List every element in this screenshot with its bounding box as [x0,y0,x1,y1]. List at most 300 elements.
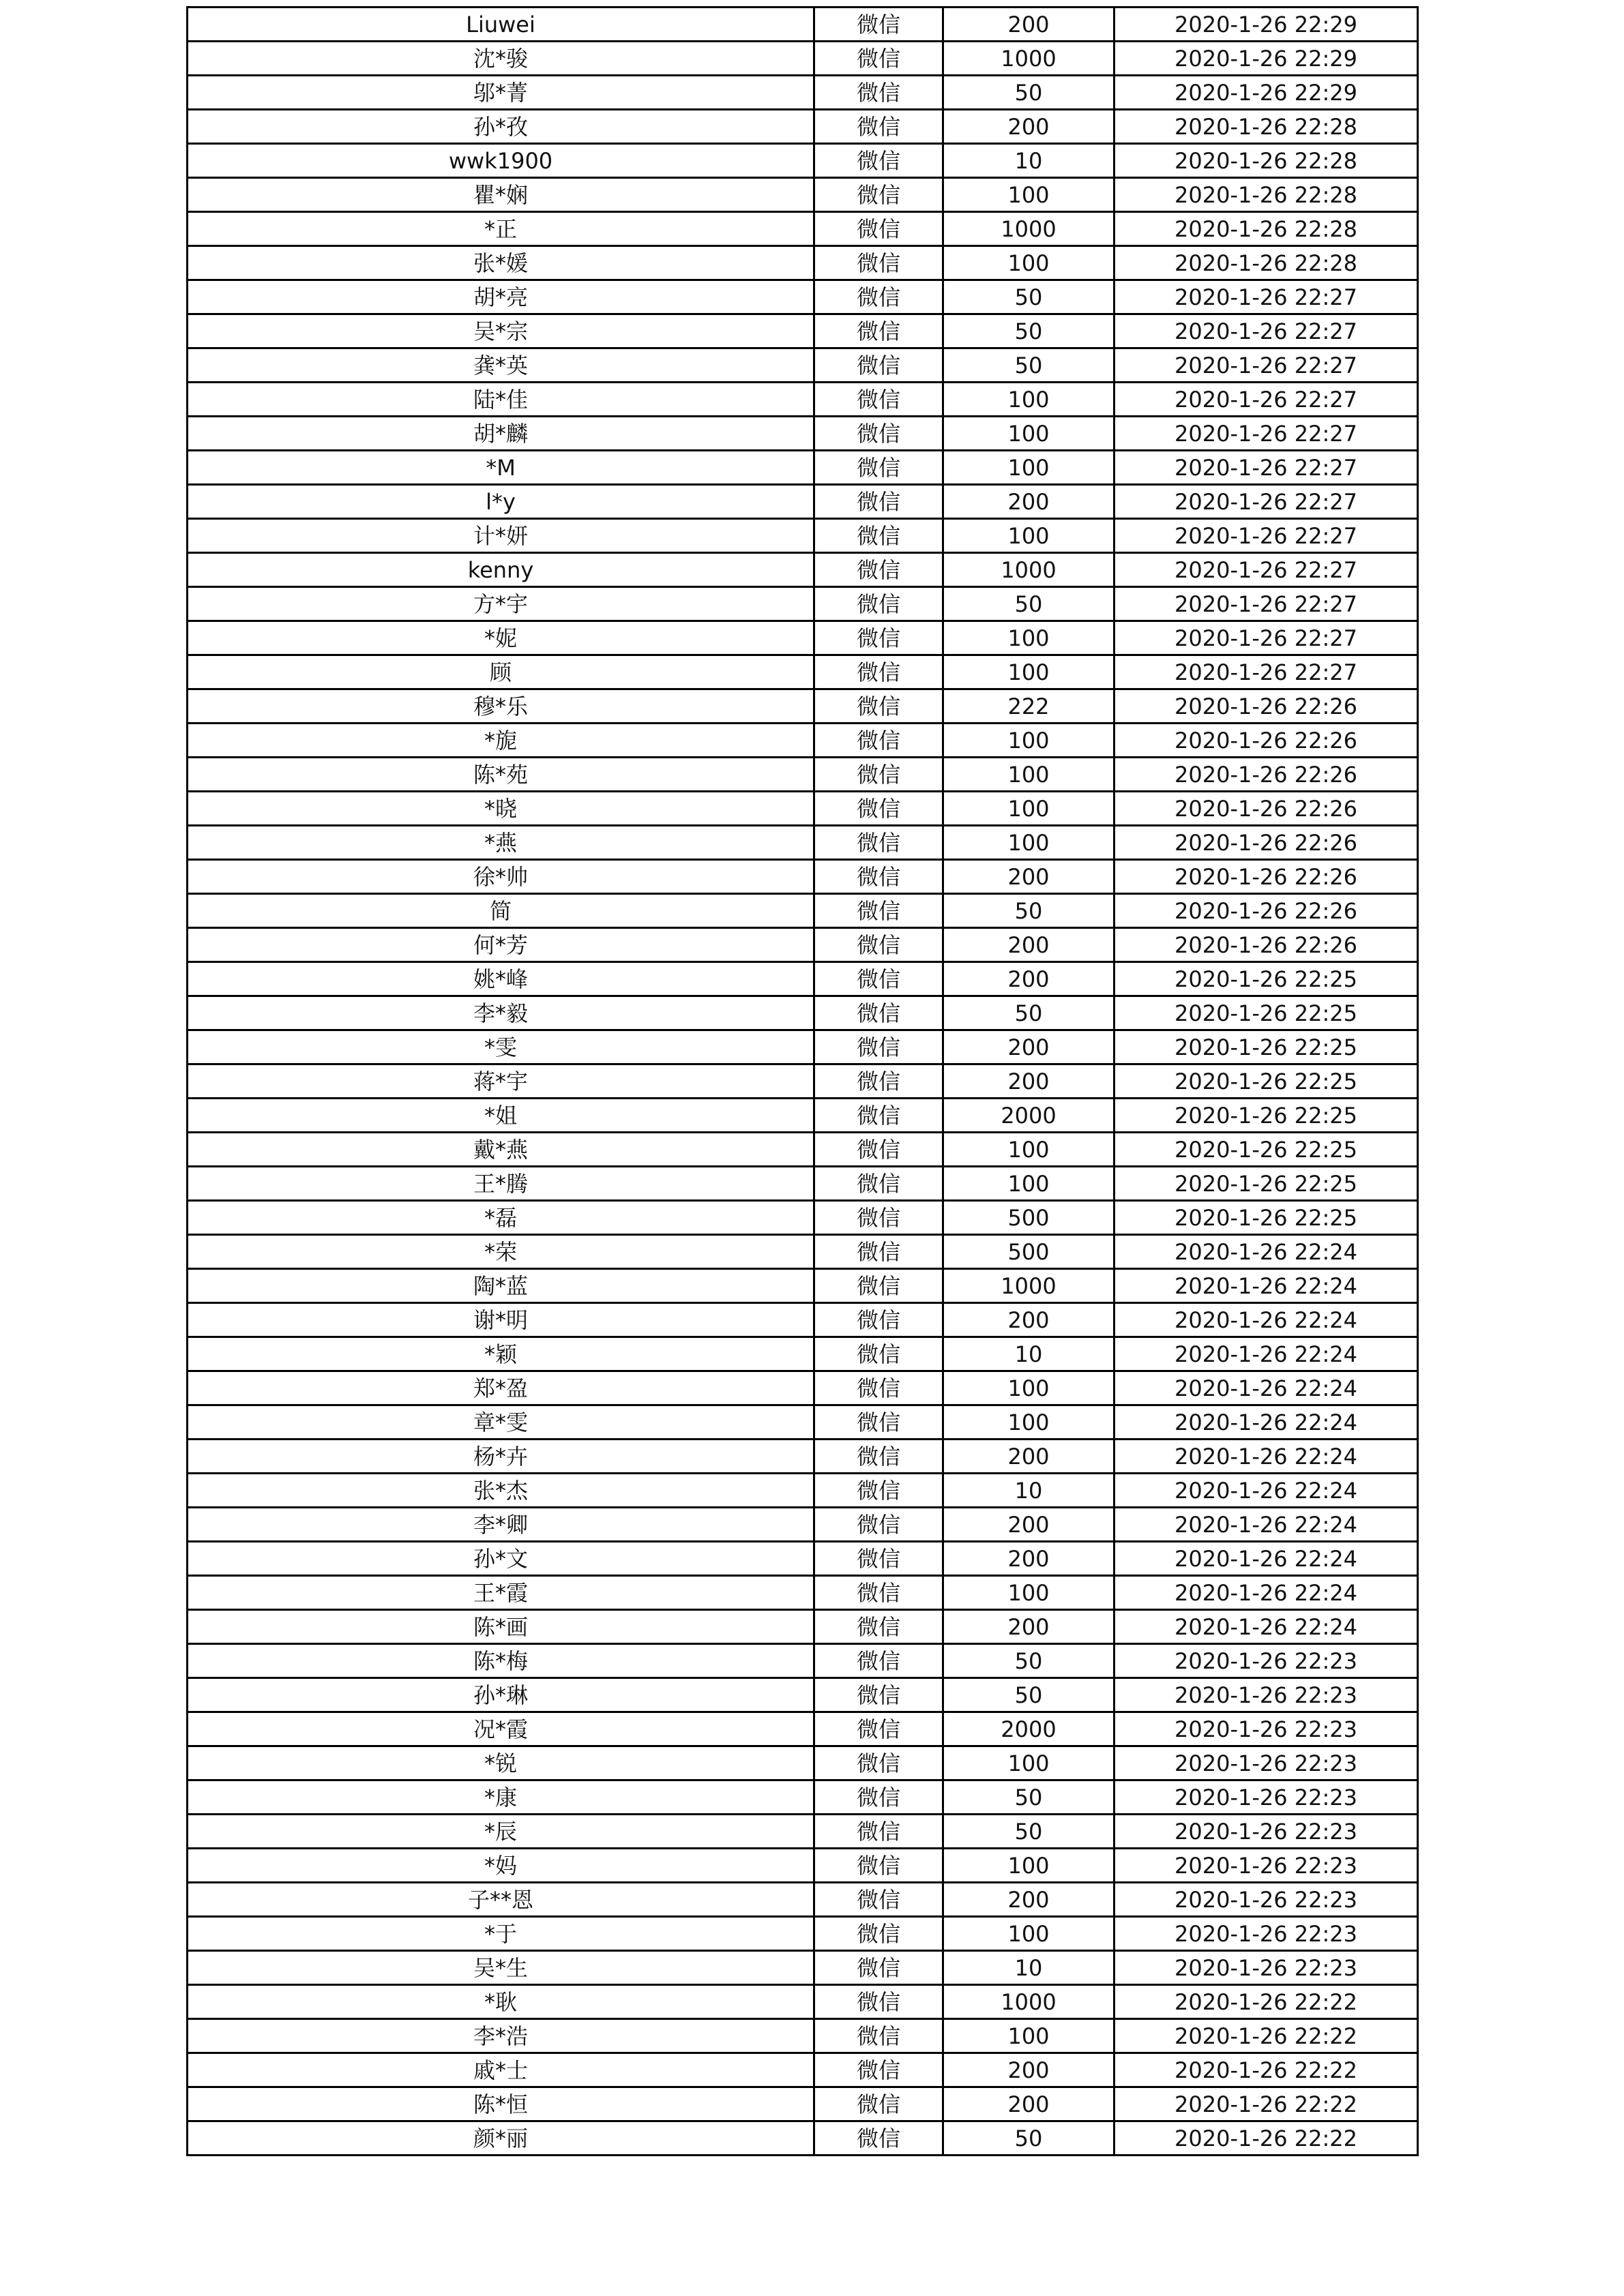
timestamp-cell: 2020-1-26 22:27 [1114,383,1418,417]
donor-name-cell: *燕 [188,826,814,860]
table-row [188,826,1418,860]
donor-name-cell: *M [188,451,814,485]
donor-name-cell: *雯 [188,1030,814,1064]
amount-cell: 100 [943,1133,1114,1167]
table-row [188,1610,1418,1644]
amount-cell: 100 [943,246,1114,280]
timestamp-cell: 2020-1-26 22:27 [1114,621,1418,655]
table-row [188,1985,1418,2019]
payment-channel-cell: 微信 [814,451,943,485]
payment-channel-cell: 微信 [814,1371,943,1405]
table-row [188,2121,1418,2156]
payment-channel-cell: 微信 [814,1644,943,1678]
amount-cell: 100 [943,1849,1114,1883]
table-row [188,42,1418,76]
donor-name-cell: *锐 [188,1746,814,1780]
amount-cell: 200 [943,1610,1114,1644]
donor-name-cell: 陈*恒 [188,2087,814,2121]
payment-channel-cell: 微信 [814,894,943,928]
table-row [188,1951,1418,1985]
timestamp-cell: 2020-1-26 22:26 [1114,724,1418,758]
table-row [188,1780,1418,1815]
donor-name-cell: 子**恩 [188,1883,814,1917]
table-row [188,689,1418,724]
amount-cell: 50 [943,1815,1114,1849]
amount-cell: 200 [943,1440,1114,1474]
payment-channel-cell: 微信 [814,2053,943,2087]
donor-name-cell: 况*霞 [188,1712,814,1746]
payment-channel-cell: 微信 [814,553,943,587]
timestamp-cell: 2020-1-26 22:29 [1114,76,1418,110]
donor-name-cell: 陶*蓝 [188,1269,814,1303]
payment-channel-cell: 微信 [814,1235,943,1269]
donor-name-cell: *耿 [188,1985,814,2019]
payment-channel-cell: 微信 [814,1269,943,1303]
timestamp-cell: 2020-1-26 22:24 [1114,1235,1418,1269]
amount-cell: 200 [943,110,1114,144]
timestamp-cell: 2020-1-26 22:25 [1114,996,1418,1030]
amount-cell: 2000 [943,1712,1114,1746]
payment-channel-cell: 微信 [814,996,943,1030]
table-row [188,348,1418,383]
amount-cell: 100 [943,826,1114,860]
donor-name-cell: 方*宇 [188,587,814,621]
table-row [188,1678,1418,1712]
table-row [188,383,1418,417]
amount-cell: 200 [943,8,1114,42]
amount-cell: 100 [943,621,1114,655]
timestamp-cell: 2020-1-26 22:27 [1114,519,1418,553]
amount-cell: 10 [943,1337,1114,1371]
table-row [188,1474,1418,1508]
timestamp-cell: 2020-1-26 22:23 [1114,1780,1418,1815]
payment-channel-cell: 微信 [814,485,943,519]
donor-name-cell: *磊 [188,1201,814,1235]
amount-cell: 200 [943,1542,1114,1576]
amount-cell: 100 [943,1371,1114,1405]
payment-channel-cell: 微信 [814,42,943,76]
amount-cell: 100 [943,1167,1114,1201]
timestamp-cell: 2020-1-26 22:26 [1114,894,1418,928]
amount-cell: 50 [943,1678,1114,1712]
donor-name-cell: 龚*英 [188,348,814,383]
timestamp-cell: 2020-1-26 22:27 [1114,280,1418,314]
amount-cell: 500 [943,1201,1114,1235]
payment-channel-cell: 微信 [814,1849,943,1883]
timestamp-cell: 2020-1-26 22:29 [1114,8,1418,42]
amount-cell: 100 [943,1917,1114,1951]
amount-cell: 2000 [943,1099,1114,1133]
table-row [188,996,1418,1030]
table-row [188,1167,1418,1201]
timestamp-cell: 2020-1-26 22:24 [1114,1303,1418,1337]
amount-cell: 50 [943,894,1114,928]
payment-channel-cell: 微信 [814,689,943,724]
donor-name-cell: 孙*琳 [188,1678,814,1712]
table-row [188,280,1418,314]
timestamp-cell: 2020-1-26 22:22 [1114,2053,1418,2087]
amount-cell: 50 [943,76,1114,110]
payment-channel-cell: 微信 [814,1474,943,1508]
amount-cell: 200 [943,962,1114,996]
timestamp-cell: 2020-1-26 22:24 [1114,1405,1418,1440]
amount-cell: 1000 [943,212,1114,246]
table-row [188,1576,1418,1610]
payment-channel-cell: 微信 [814,1985,943,2019]
table-row [188,1712,1418,1746]
timestamp-cell: 2020-1-26 22:24 [1114,1474,1418,1508]
table-row [188,485,1418,519]
payment-channel-cell: 微信 [814,655,943,689]
timestamp-cell: 2020-1-26 22:27 [1114,587,1418,621]
payment-channel-cell: 微信 [814,1099,943,1133]
amount-cell: 100 [943,2019,1114,2053]
timestamp-cell: 2020-1-26 22:23 [1114,1849,1418,1883]
donor-name-cell: 李*卿 [188,1508,814,1542]
donor-name-cell: *荣 [188,1235,814,1269]
payment-channel-cell: 微信 [814,758,943,792]
payment-channel-cell: 微信 [814,2019,943,2053]
amount-cell: 1000 [943,1269,1114,1303]
donor-name-cell: 计*妍 [188,519,814,553]
table-row [188,144,1418,178]
donor-name-cell: 张*媛 [188,246,814,280]
donor-name-cell: 顾 [188,655,814,689]
payment-channel-cell: 微信 [814,110,943,144]
amount-cell: 200 [943,485,1114,519]
donor-name-cell: l*y [188,485,814,519]
timestamp-cell: 2020-1-26 22:25 [1114,1133,1418,1167]
donor-name-cell: *辰 [188,1815,814,1849]
payment-channel-cell: 微信 [814,76,943,110]
table-row [188,962,1418,996]
payment-channel-cell: 微信 [814,1303,943,1337]
donation-table-body [188,8,1418,2156]
table-row [188,451,1418,485]
table-row [188,519,1418,553]
timestamp-cell: 2020-1-26 22:26 [1114,689,1418,724]
table-row [188,1337,1418,1371]
payment-channel-cell: 微信 [814,1815,943,1849]
payment-channel-cell: 微信 [814,178,943,212]
amount-cell: 100 [943,724,1114,758]
amount-cell: 50 [943,314,1114,348]
table-row [188,928,1418,962]
payment-channel-cell: 微信 [814,1030,943,1064]
payment-channel-cell: 微信 [814,1883,943,1917]
table-row [188,1030,1418,1064]
timestamp-cell: 2020-1-26 22:28 [1114,212,1418,246]
table-row [188,314,1418,348]
timestamp-cell: 2020-1-26 22:27 [1114,553,1418,587]
payment-channel-cell: 微信 [814,1064,943,1099]
donor-name-cell: 戴*燕 [188,1133,814,1167]
payment-channel-cell: 微信 [814,1440,943,1474]
timestamp-cell: 2020-1-26 22:26 [1114,928,1418,962]
timestamp-cell: 2020-1-26 22:28 [1114,110,1418,144]
table-row [188,758,1418,792]
timestamp-cell: 2020-1-26 22:26 [1114,758,1418,792]
payment-channel-cell: 微信 [814,212,943,246]
donor-name-cell: 胡*麟 [188,417,814,451]
donor-name-cell: 王*霞 [188,1576,814,1610]
payment-channel-cell: 微信 [814,1576,943,1610]
donor-name-cell: *颖 [188,1337,814,1371]
payment-channel-cell: 微信 [814,928,943,962]
amount-cell: 1000 [943,553,1114,587]
amount-cell: 1000 [943,42,1114,76]
donor-name-cell: 吴*生 [188,1951,814,1985]
amount-cell: 200 [943,1508,1114,1542]
amount-cell: 100 [943,178,1114,212]
payment-channel-cell: 微信 [814,962,943,996]
timestamp-cell: 2020-1-26 22:23 [1114,1644,1418,1678]
amount-cell: 200 [943,928,1114,962]
donation-table-container [186,6,1417,2156]
amount-cell: 222 [943,689,1114,724]
table-row [188,2019,1418,2053]
donor-name-cell: kenny [188,553,814,587]
donor-name-cell: 陆*佳 [188,383,814,417]
table-row [188,1099,1418,1133]
donor-name-cell: 胡*亮 [188,280,814,314]
amount-cell: 50 [943,1780,1114,1815]
payment-channel-cell: 微信 [814,1508,943,1542]
table-row [188,8,1418,42]
timestamp-cell: 2020-1-26 22:22 [1114,1985,1418,2019]
timestamp-cell: 2020-1-26 22:28 [1114,246,1418,280]
table-row [188,110,1418,144]
donor-name-cell: 陈*苑 [188,758,814,792]
donor-name-cell: 张*杰 [188,1474,814,1508]
table-row [188,1371,1418,1405]
amount-cell: 50 [943,1644,1114,1678]
table-row [188,2053,1418,2087]
donor-name-cell: 简 [188,894,814,928]
timestamp-cell: 2020-1-26 22:23 [1114,1883,1418,1917]
table-row [188,417,1418,451]
donor-name-cell: 李*毅 [188,996,814,1030]
payment-channel-cell: 微信 [814,1167,943,1201]
timestamp-cell: 2020-1-26 22:25 [1114,962,1418,996]
table-row [188,178,1418,212]
donor-name-cell: 戚*士 [188,2053,814,2087]
payment-channel-cell: 微信 [814,621,943,655]
table-row [188,860,1418,894]
amount-cell: 10 [943,1474,1114,1508]
donation-table [186,6,1419,2156]
timestamp-cell: 2020-1-26 22:27 [1114,314,1418,348]
payment-channel-cell: 微信 [814,587,943,621]
donor-name-cell: 李*浩 [188,2019,814,2053]
donor-name-cell: *妮 [188,621,814,655]
donor-name-cell: Liuwei [188,8,814,42]
donor-name-cell: *于 [188,1917,814,1951]
amount-cell: 10 [943,1951,1114,1985]
payment-channel-cell: 微信 [814,280,943,314]
timestamp-cell: 2020-1-26 22:25 [1114,1064,1418,1099]
payment-channel-cell: 微信 [814,2121,943,2156]
timestamp-cell: 2020-1-26 22:22 [1114,2019,1418,2053]
donor-name-cell: 徐*帅 [188,860,814,894]
amount-cell: 50 [943,996,1114,1030]
table-row [188,1133,1418,1167]
table-row [188,724,1418,758]
donor-name-cell: 瞿*娴 [188,178,814,212]
timestamp-cell: 2020-1-26 22:26 [1114,826,1418,860]
timestamp-cell: 2020-1-26 22:29 [1114,42,1418,76]
table-row [188,76,1418,110]
payment-channel-cell: 微信 [814,1337,943,1371]
payment-channel-cell: 微信 [814,724,943,758]
donor-name-cell: 邬*菁 [188,76,814,110]
timestamp-cell: 2020-1-26 22:24 [1114,1269,1418,1303]
timestamp-cell: 2020-1-26 22:23 [1114,1678,1418,1712]
amount-cell: 50 [943,348,1114,383]
payment-channel-cell: 微信 [814,1610,943,1644]
payment-channel-cell: 微信 [814,314,943,348]
donor-name-cell: 蒋*宇 [188,1064,814,1099]
amount-cell: 100 [943,383,1114,417]
table-row [188,1269,1418,1303]
amount-cell: 50 [943,2121,1114,2156]
donor-name-cell: 颜*丽 [188,2121,814,2156]
donor-name-cell: *旎 [188,724,814,758]
amount-cell: 100 [943,1576,1114,1610]
donor-name-cell: 何*芳 [188,928,814,962]
amount-cell: 100 [943,1405,1114,1440]
table-row [188,1917,1418,1951]
donor-name-cell: 章*雯 [188,1405,814,1440]
payment-channel-cell: 微信 [814,1951,943,1985]
amount-cell: 200 [943,1883,1114,1917]
donor-name-cell: wwk1900 [188,144,814,178]
timestamp-cell: 2020-1-26 22:27 [1114,417,1418,451]
table-row [188,1883,1418,1917]
timestamp-cell: 2020-1-26 22:23 [1114,1746,1418,1780]
amount-cell: 100 [943,1746,1114,1780]
payment-channel-cell: 微信 [814,1746,943,1780]
donor-name-cell: 孙*孜 [188,110,814,144]
timestamp-cell: 2020-1-26 22:24 [1114,1508,1418,1542]
timestamp-cell: 2020-1-26 22:25 [1114,1167,1418,1201]
table-row [188,1064,1418,1099]
donor-name-cell: 郑*盈 [188,1371,814,1405]
timestamp-cell: 2020-1-26 22:28 [1114,144,1418,178]
timestamp-cell: 2020-1-26 22:26 [1114,792,1418,826]
donor-name-cell: *正 [188,212,814,246]
donor-name-cell: 谢*明 [188,1303,814,1337]
amount-cell: 200 [943,1030,1114,1064]
payment-channel-cell: 微信 [814,826,943,860]
payment-channel-cell: 微信 [814,1678,943,1712]
timestamp-cell: 2020-1-26 22:23 [1114,1815,1418,1849]
table-row [188,553,1418,587]
timestamp-cell: 2020-1-26 22:25 [1114,1201,1418,1235]
amount-cell: 200 [943,1303,1114,1337]
table-row [188,655,1418,689]
donor-name-cell: 沈*骏 [188,42,814,76]
donor-name-cell: 穆*乐 [188,689,814,724]
payment-channel-cell: 微信 [814,519,943,553]
donor-name-cell: 王*腾 [188,1167,814,1201]
donor-name-cell: *康 [188,1780,814,1815]
payment-channel-cell: 微信 [814,144,943,178]
donor-name-cell: *妈 [188,1849,814,1883]
donor-name-cell: 吴*宗 [188,314,814,348]
table-row [188,894,1418,928]
table-row [188,621,1418,655]
timestamp-cell: 2020-1-26 22:26 [1114,860,1418,894]
payment-channel-cell: 微信 [814,8,943,42]
timestamp-cell: 2020-1-26 22:27 [1114,451,1418,485]
amount-cell: 500 [943,1235,1114,1269]
timestamp-cell: 2020-1-26 22:25 [1114,1099,1418,1133]
table-row [188,1235,1418,1269]
amount-cell: 100 [943,519,1114,553]
payment-channel-cell: 微信 [814,417,943,451]
table-row [188,1508,1418,1542]
payment-channel-cell: 微信 [814,246,943,280]
amount-cell: 50 [943,587,1114,621]
payment-channel-cell: 微信 [814,1780,943,1815]
amount-cell: 100 [943,417,1114,451]
payment-channel-cell: 微信 [814,1201,943,1235]
amount-cell: 200 [943,1064,1114,1099]
amount-cell: 200 [943,2087,1114,2121]
amount-cell: 200 [943,860,1114,894]
payment-channel-cell: 微信 [814,1712,943,1746]
table-row [188,792,1418,826]
amount-cell: 200 [943,2053,1114,2087]
amount-cell: 100 [943,655,1114,689]
timestamp-cell: 2020-1-26 22:25 [1114,1030,1418,1064]
donor-name-cell: 陈*画 [188,1610,814,1644]
table-row [188,1303,1418,1337]
table-row [188,1542,1418,1576]
amount-cell: 100 [943,758,1114,792]
table-row [188,1201,1418,1235]
table-row [188,1849,1418,1883]
payment-channel-cell: 微信 [814,860,943,894]
payment-channel-cell: 微信 [814,1405,943,1440]
table-row [188,1815,1418,1849]
table-row [188,212,1418,246]
table-row [188,1405,1418,1440]
table-row [188,587,1418,621]
table-row [188,246,1418,280]
payment-channel-cell: 微信 [814,348,943,383]
donor-name-cell: 姚*峰 [188,962,814,996]
timestamp-cell: 2020-1-26 22:22 [1114,2087,1418,2121]
timestamp-cell: 2020-1-26 22:23 [1114,1951,1418,1985]
timestamp-cell: 2020-1-26 22:28 [1114,178,1418,212]
payment-channel-cell: 微信 [814,792,943,826]
amount-cell: 10 [943,144,1114,178]
payment-channel-cell: 微信 [814,1542,943,1576]
table-row [188,1746,1418,1780]
amount-cell: 100 [943,792,1114,826]
timestamp-cell: 2020-1-26 22:27 [1114,655,1418,689]
timestamp-cell: 2020-1-26 22:24 [1114,1542,1418,1576]
payment-channel-cell: 微信 [814,1917,943,1951]
timestamp-cell: 2020-1-26 22:27 [1114,348,1418,383]
payment-channel-cell: 微信 [814,383,943,417]
timestamp-cell: 2020-1-26 22:23 [1114,1712,1418,1746]
donor-name-cell: 孙*文 [188,1542,814,1576]
amount-cell: 1000 [943,1985,1114,2019]
timestamp-cell: 2020-1-26 22:27 [1114,485,1418,519]
